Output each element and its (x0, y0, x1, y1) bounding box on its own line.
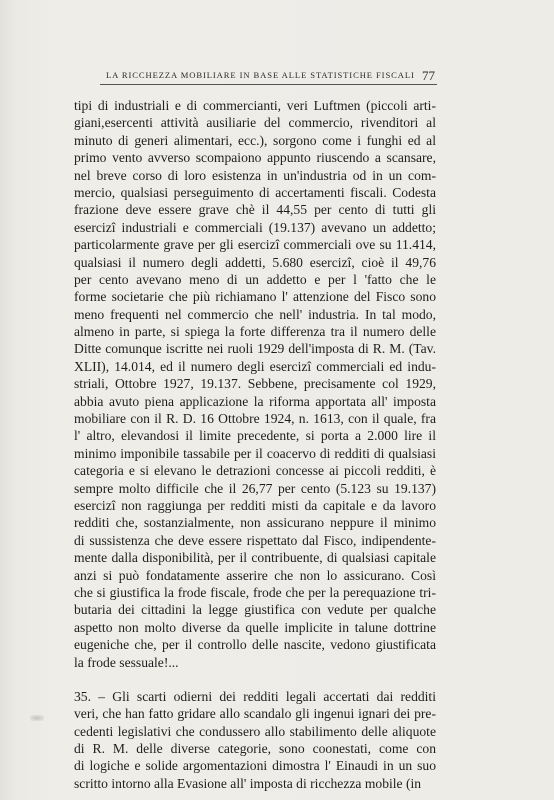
text-line: esercizî industriali e commerciali (19.137) avevano un addetto; (74, 219, 436, 235)
text-line: tipi di industriali e di commercianti, veri Luftmen (piccoli arti- (74, 98, 436, 113)
text-line: nel breve corso di loro esistenza in un'industria od in un com- (74, 167, 436, 183)
text-line: striali, Ottobre 1927, 19.137. Sebbene, precisamente col 1929, (74, 376, 436, 392)
text-line: aspetto non molto diverse da quelle implicite in talune dottrine (74, 619, 436, 635)
text-line: meno frequenti nel commercio che nell' industria. In tal modo, (74, 306, 436, 322)
text-line: primo vento avverso scompaiono appunto riuscendo a scansare, (74, 150, 436, 166)
text-line: minuto di generi alimentari, ecc.), sorgono come i funghi ed al (74, 132, 436, 148)
header-rule (100, 84, 437, 85)
text-line: esercizî non raggiunga per redditi misti da capitale e da lavoro (74, 497, 436, 513)
paragraph-1 (74, 97, 436, 671)
text-line: particolarmente grave per gli esercizî commerciali ove su 11.414, (74, 237, 436, 253)
text-line: di sussistenza che deve essere rispettato dal Fisco, indipendente- (74, 532, 436, 548)
text-line: qualsiasi il numero degli addetti, 5.680 esercizî, cioè il 49,76 (74, 254, 436, 270)
text-line: forme societarie che più richiamano l' attenzione del Fisco sono (74, 289, 436, 305)
text-line: veri, che han fatto gridare allo scandalo gli ingenui ignari dei pre- (74, 706, 436, 722)
text-line: eugeniche che, per il controllo delle nascite, vedono giustificata (74, 637, 436, 653)
text-line: di R. M. delle diverse categorie, sono coonestati, come con (74, 741, 436, 757)
text-line: cedenti legislativi che condussero allo stabilimento delle aliquote (74, 723, 436, 739)
text-line: frazione deve essere grave chè il 44,55 per cento di tutti gli (74, 202, 436, 218)
text-line: mente dalla disponibilità, per il contribuente, di qualsiasi capitale (74, 550, 436, 566)
paragraph-2 (74, 688, 436, 792)
paragraph-gap (74, 671, 436, 688)
text-line: 35. – Gli scarti odierni dei redditi legali accertati dai redditi (74, 688, 436, 704)
text-line: almeno in parte, si spiega la forte differenza tra il numero delle (74, 324, 436, 340)
page-smudge (30, 715, 44, 721)
text-line: Ditte comunque iscritte nei ruoli 1929 dell'imposta di R. M. (Tav. (74, 341, 436, 357)
text-line: minimo imponibile tassabile per il coacervo di redditi di qualsiasi (74, 445, 436, 461)
text-line: l' altro, elevandosi il limite precedente, si porta a 2.000 lire il (74, 428, 436, 444)
text-line: redditi che, sostanzialmente, non assicurano neppure il minimo (74, 515, 436, 531)
body-text (74, 97, 436, 792)
text-line: XLII), 14.014, ed il numero degli esercizî commerciali ed indu- (74, 358, 436, 374)
text-line: mobiliare con il R. D. 16 Ottobre 1924, n. 1613, con il quale, fra (74, 411, 436, 427)
page-number: 77 (422, 68, 435, 83)
running-title: LA RICCHEZZA MOBILIARE IN BASE ALLE STATISTICHE FISCALI (106, 70, 415, 80)
text-line: giani,esercenti attività ausiliarie del commercio, rivenditori al (74, 115, 436, 131)
text-line: che si giustifica la frode fiscale, frode che per la perequazione tri- (74, 584, 436, 600)
text-line: abbia avuto piena applicazione la riforma apportata all' imposta (74, 393, 436, 409)
text-line: mercio, qualsiasi perseguimento di accertamenti fiscali. Codesta (74, 184, 436, 200)
text-line: scritto intorno alla Evasione all' imposta di ricchezza mobile (in (74, 775, 422, 791)
text-line: butaria dei cittadini la legge giustifica con vedute per qualche (74, 602, 436, 618)
text-line: categoria e si elevano le detrazioni concesse ai piccoli redditi, è (74, 463, 436, 479)
text-line: di logiche e solide argomentazioni dimostra l' Einaudi in un suo (74, 758, 436, 774)
text-line: sempre molto difficile che il 26,77 per cento (5.123 su 19.137) (74, 480, 436, 496)
text-line: anzi si può fondatamente asserire che non lo assicurano. Così (74, 567, 436, 583)
text-line: per cento avevano meno di un addetto e per l 'fatto che le (74, 271, 436, 287)
text-line: la frode sessuale!... (74, 654, 179, 670)
